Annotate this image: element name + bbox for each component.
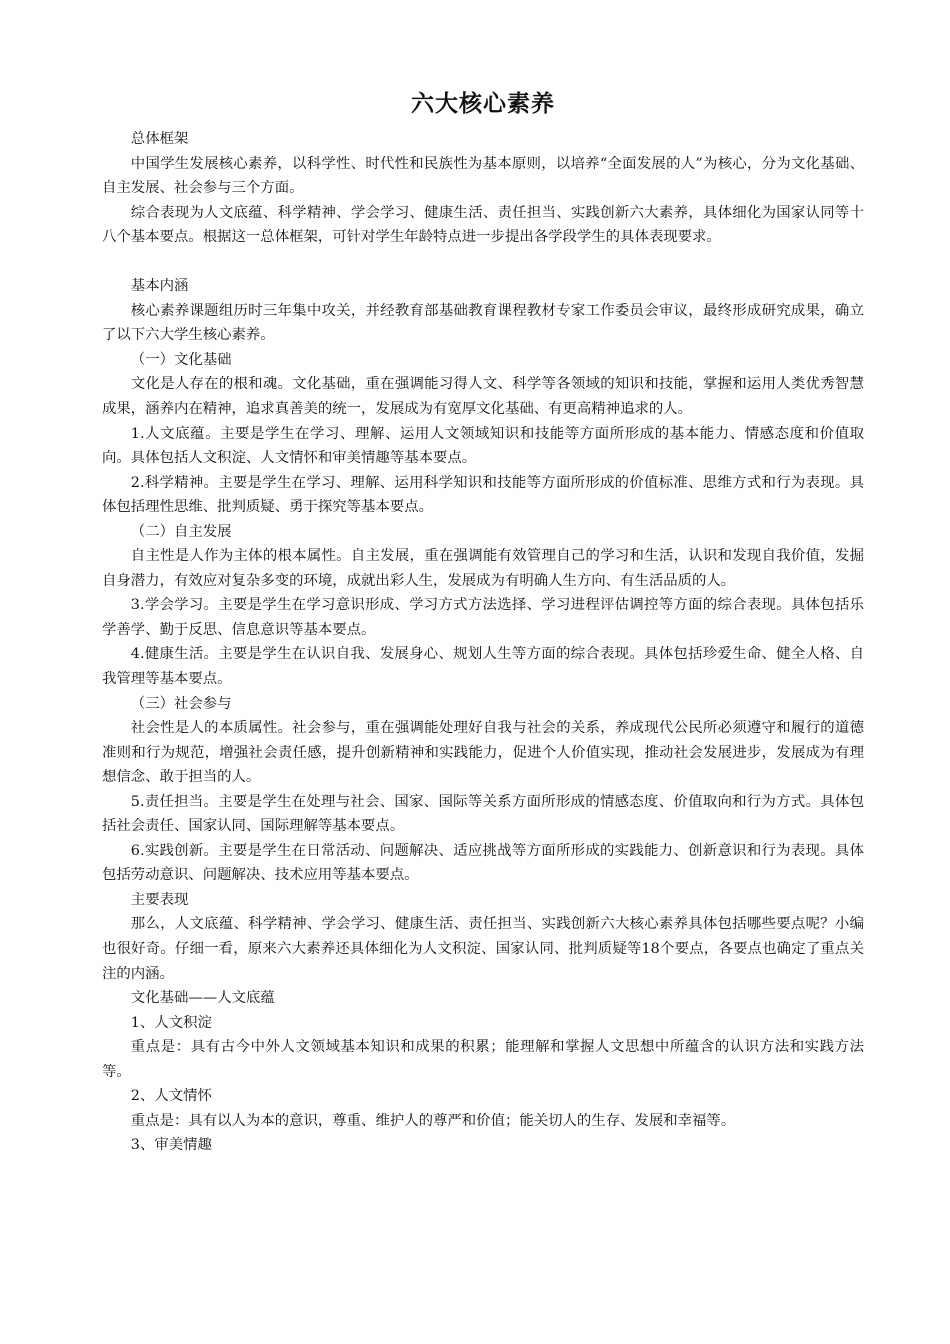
numbered-paragraph: 1.人文底蕴。主要是学生在学习、理解、运用人文领域知识和技能等方面所形成的基本能力、情感态度和价值取向。具体包括人文积淀、人文情怀和审美情趣等基本要点。 [102,425,864,467]
list-item-heading: 2、人文情怀 [130,1088,212,1105]
list-item-heading: 1、人文积淀 [130,1014,212,1031]
section-heading: 文化基础——人文底蕴 [130,990,275,1007]
paragraph: 社会性是人的本质属性。社会参与，重在强调能处理好自我与社会的关系，养成现代公民所必须遵守和履行的道德准则和行为规范，增强社会责任感，提升创新精神和实践能力，促进个人价值实现，推动社会发展进步，发展成为有理想信念、敢于担当的人。 [102,720,864,786]
paragraph: 综合表现为人文底蕴、科学精神、学会学习、健康生活、责任担当、实践创新六大素养，具体细化为国家认同等十八个基本要点。根据这一总体框架，可针对学生年龄特点进一步提出各学段学生的具体表现要求。 [102,204,864,246]
paragraph: 那么，人文底蕴、科学精神、学会学习、健康生活、责任担当、实践创新六大核心素养具体包括哪些要点呢？小编也很好奇。仔细一看，原来六大素养还具体细化为人文积淀、国家认同、批判质疑等18个要点，各要点也确定了重点关注的内涵。 [102,916,864,982]
paragraph: 文化是人存在的根和魂。文化基础，重在强调能习得人文、科学等各领域的知识和技能，掌握和运用人类优秀智慧成果，涵养内在精神，追求真善美的统一，发展成为有宽厚文化基础、有更高精神追求的人。 [102,376,864,417]
subsection-heading: （三）社会参与 [130,695,232,712]
section-heading: 基本内涵 [130,278,189,295]
subsection-heading: （二）自主发展 [130,523,232,540]
numbered-paragraph: 5.责任担当。主要是学生在处理与社会、国家、国际等关系方面所形成的情感态度、价值取向和行为方式。具体包括社会责任、国家认同、国际理解等基本要点。 [102,793,864,835]
paragraph: 自主性是人作为主体的根本属性。自主发展，重在强调能有效管理自己的学习和生活，认识和发现自我价值，发掘自身潜力，有效应对复杂多变的环境，成就出彩人生，发展成为有明确人生方向、有生活品质的人。 [102,548,864,589]
section-heading: 主要表现 [130,891,189,908]
numbered-paragraph: 2.科学精神。主要是学生在学习、理解、运用科学知识和技能等方面所形成的价值标准、思维方式和行为表现。具体包括理性思维、批判质疑、勇于探究等基本要点。 [102,474,864,516]
numbered-paragraph: 4.健康生活。主要是学生在认识自我、发展身心、规划人生等方面的综合表现。具体包括珍爱生命、健全人格、自我管理等基本要点。 [102,646,864,687]
paragraph: 中国学生发展核心素养，以科学性、时代性和民族性为基本原则，以培养“全面发展的人”为核心，分为文化基础、自主发展、社会参与三个方面。 [102,155,864,197]
section-heading: 总体框架 [130,131,189,147]
subsection-heading: （一）文化基础 [130,351,232,368]
document-title: 六大核心素养 [411,91,555,117]
document-page [102,86,864,1158]
paragraph: 重点是：具有古今中外人文领域基本知识和成果的积累；能理解和掌握人文思想中所蕴含的认识方法和实践方法等。 [102,1039,864,1080]
numbered-paragraph: 6.实践创新。主要是学生在日常活动、问题解决、适应挑战等方面所形成的实践能力、创新意识和行为表现。具体包括劳动意识、问题解决、技术应用等基本要点。 [102,842,864,884]
paragraph: 核心素养课题组历时三年集中攻关，并经教育部基础教育课程教材专家工作委员会审议，最终形成研究成果，确立了以下六大学生核心素养。 [102,302,864,344]
list-item-heading: 3、审美情趣 [130,1137,212,1154]
numbered-paragraph: 3.学会学习。主要是学生在学习意识形成、学习方式方法选择、学习进程评估调控等方面的综合表现。具体包括乐学善学、勤于反思、信息意识等基本要点。 [102,597,864,638]
blank-line [102,250,864,275]
paragraph: 重点是：具有以人为本的意识，尊重、维护人的尊严和价值；能关切人的生存、发展和幸福等。 [130,1112,736,1129]
